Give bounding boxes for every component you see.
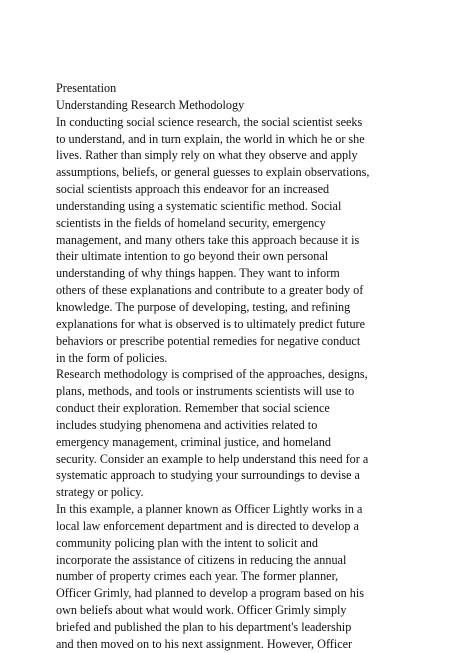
text-line: systematic approach to studying your surroundings to devise a bbox=[56, 468, 360, 483]
text-line: incorporate the assistance of citizens in reducing the annual bbox=[56, 552, 347, 567]
text-line: their ultimate intention to go beyond their own personal bbox=[56, 249, 329, 264]
text-line: scientists in the fields of homeland security, emergency bbox=[56, 215, 326, 230]
text-line: knowledge. The purpose of developing, testing, and refining bbox=[56, 299, 351, 314]
text-line: understanding of why things happen. They want to inform bbox=[56, 266, 340, 281]
text-line: own beliefs about what would work. Officer Grimly simply bbox=[56, 603, 347, 618]
text-line: lives. Rather than simply rely on what they observe and apply bbox=[56, 148, 358, 163]
text-line: assumptions, beliefs, or general guesses to explain observations, bbox=[56, 165, 370, 180]
text-line: others of these explanations and contribute to a greater body of bbox=[56, 283, 364, 298]
text-line: understanding using a systematic scientific method. Social bbox=[56, 198, 342, 213]
text-line: and then moved on to his next assignment. However, Officer bbox=[56, 636, 353, 651]
text-line: In conducting social science research, the social scientist seeks bbox=[56, 114, 363, 129]
text-line: community policing plan with the intent to solicit and bbox=[56, 535, 318, 550]
document-body bbox=[56, 80, 416, 653]
text-line: conduct their exploration. Remember that social science bbox=[56, 401, 330, 416]
text-line: number of property crimes each year. The former planner, bbox=[56, 569, 339, 584]
document-subheading: Understanding Research Methodology bbox=[56, 97, 245, 112]
text-line: in the form of policies. bbox=[56, 350, 168, 365]
text-line: briefed and published the plan to his department's leadership bbox=[56, 620, 352, 634]
text-line: security. Consider an example to help understand this need for a bbox=[56, 451, 369, 466]
text-line: strategy or policy. bbox=[56, 485, 144, 500]
text-line: Officer Grimly, had planned to develop a program based on his bbox=[56, 586, 364, 601]
text-line: management, and many others take this approach because it is bbox=[56, 232, 360, 247]
text-line: social scientists approach this endeavor for an increased bbox=[56, 182, 330, 197]
text-line: local law enforcement department and is directed to develop a bbox=[56, 518, 359, 533]
text-line: includes studying phenomena and activities related to bbox=[56, 417, 318, 432]
text-line: explanations for what is observed is to ultimately predict future bbox=[56, 316, 366, 331]
text-line: Research methodology is comprised of the approaches, designs, bbox=[56, 367, 368, 382]
text-line: plans, methods, and tools or instruments scientists will use to bbox=[56, 384, 355, 399]
text-line: In this example, a planner known as Officer Lightly works in a bbox=[56, 502, 363, 517]
text-line: to understand, and in turn explain, the world in which he or she bbox=[56, 131, 365, 146]
text-line: emergency management, criminal justice, and homeland bbox=[56, 434, 331, 449]
document-heading: Presentation bbox=[56, 81, 117, 95]
text-line: behaviors or prescribe potential remedies for negative conduct bbox=[56, 333, 361, 348]
